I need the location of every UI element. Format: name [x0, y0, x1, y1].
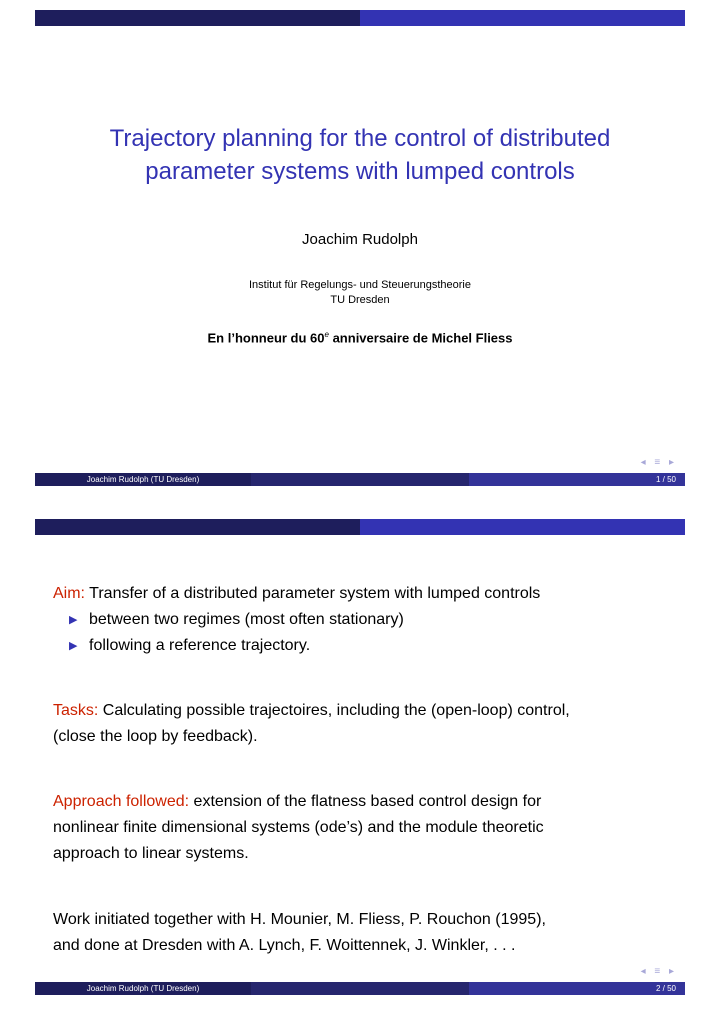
tasks-text-1: Calculating possible trajectoires, including the (open-loop) control, [98, 702, 570, 719]
tasks-text-2: (close the loop by feedback). [53, 728, 258, 745]
dedication-post: anniversaire de Michel Fliess [328, 330, 513, 346]
tasks-label: Tasks: [53, 702, 99, 719]
dedication-pre: En l’honneur du 60 [207, 330, 325, 346]
bullet-text: following a reference trajectory. [89, 637, 311, 654]
aim-label: Aim: [53, 585, 85, 602]
footer-middle [251, 473, 469, 486]
list-item [53, 607, 673, 633]
bullet-text: between two regimes (most often stationary) [89, 611, 404, 628]
aim-bullets [53, 607, 673, 659]
slide-title [35, 122, 685, 188]
aim-text: Transfer of a distributed parameter system with lumped controls [85, 585, 541, 602]
footer-middle [251, 982, 469, 995]
approach-text-2: nonlinear finite dimensional systems (ode’s) and the module theoretic [53, 819, 544, 836]
dedication-sup: e [324, 330, 329, 339]
page-number: 2 / 50 [469, 982, 685, 995]
triangle-right-icon: ▶ [69, 640, 78, 652]
tasks-paragraph [53, 698, 673, 750]
title-line-1: Trajectory planning for the control of distributed [109, 125, 611, 152]
title-line-2: parameter systems with lumped controls [145, 158, 575, 185]
author-name: Joachim Rudolph [302, 231, 418, 248]
institute-line-1: Institut für Regelungs- und Steuerungstheorie [249, 279, 471, 291]
triangle-right-icon: ▶ [69, 614, 78, 626]
header-bar [35, 519, 685, 535]
header-bar [35, 10, 685, 26]
institute-line-2: TU Dresden [330, 294, 390, 306]
footer-bar [35, 473, 685, 486]
slide-body [53, 581, 673, 959]
approach-label: Approach followed: [53, 793, 190, 810]
approach-text-1: extension of the flatness based control design for [189, 793, 542, 810]
footer-author: Joachim Rudolph (TU Dresden) [35, 982, 251, 995]
slide-2 [35, 519, 685, 995]
approach-paragraph [53, 789, 673, 867]
footer-author: Joachim Rudolph (TU Dresden) [35, 473, 251, 486]
aim-paragraph [53, 581, 673, 607]
list-item [53, 633, 673, 659]
footer-bar [35, 982, 685, 995]
approach-text-3: approach to linear systems. [53, 845, 249, 862]
navigation-symbols-icon[interactable]: ◂ ≡ ▸ [640, 966, 677, 977]
work-text-1: Work initiated together with H. Mounier, M. Fliess, P. Rouchon (1995), [53, 911, 546, 928]
work-text-2: and done at Dresden with A. Lynch, F. Woittennek, J. Winkler, . . . [53, 937, 516, 954]
dedication [35, 330, 685, 345]
work-paragraph [53, 907, 673, 959]
slide-1 [35, 10, 685, 486]
navigation-symbols-icon[interactable]: ◂ ≡ ▸ [640, 457, 677, 468]
page-number: 1 / 50 [469, 473, 685, 486]
institute [35, 278, 685, 308]
